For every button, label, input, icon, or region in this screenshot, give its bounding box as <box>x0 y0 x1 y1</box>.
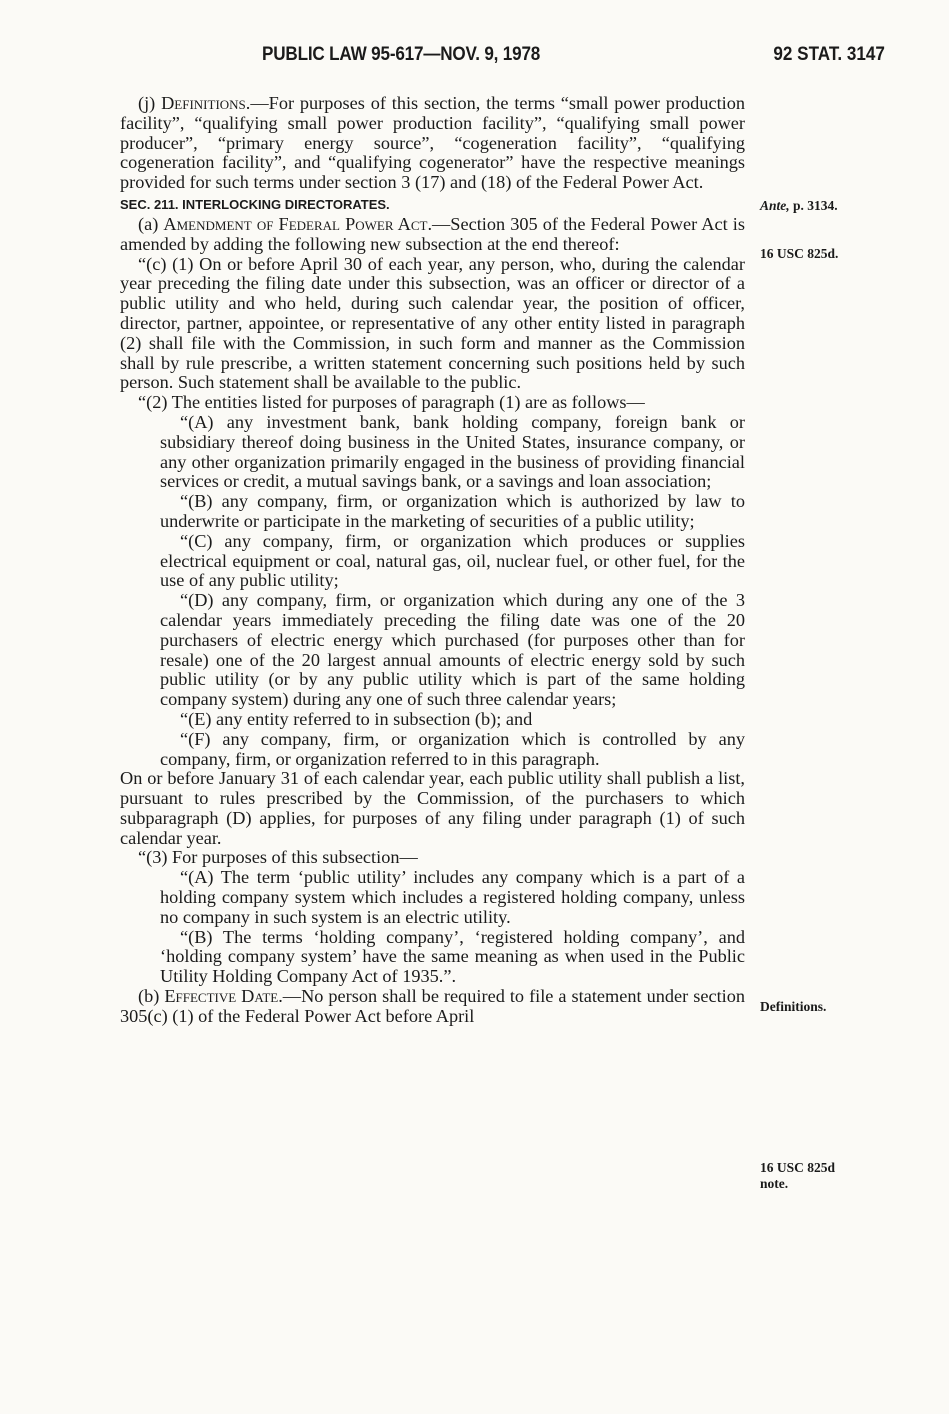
clause-E: “(E) any entity referred to in subsection (b); and <box>180 708 533 729</box>
paragraph-label: (b) <box>138 986 165 1007</box>
margin-note-line: 16 USC 825d <box>760 1160 836 1175</box>
margin-note-ante <box>760 198 838 214</box>
subsection-a <box>120 215 745 255</box>
margin-note-definitions: Definitions. <box>760 999 827 1014</box>
subsection-b <box>120 987 745 1027</box>
paragraph-heading: Effective Date. <box>164 986 283 1007</box>
margin-note-line: note. <box>760 1176 789 1191</box>
purchaser-list-text: On or before January 31 of each calendar year, each public utility shall publish a list, pursuant to rules prescribed by the Commission, of the purchasers to which subparagraph (D) applies, for purposes of any filing under paragraph (1) of such calendar year. <box>120 768 745 848</box>
statute-page-number: 92 STAT. 3147 <box>773 44 885 65</box>
margin-note-usc-825d-note <box>760 1160 835 1192</box>
section-heading: SEC. 211. INTERLOCKING DIRECTORATES. <box>120 196 390 212</box>
paragraph-text: —Section 305 of the Federal Power Act is amended by adding the following new subsection at the end thereof: <box>120 213 745 254</box>
paragraph-j-definitions <box>120 94 745 193</box>
clause-D: “(D) any company, firm, or organization which during any one of the 3 calendar years immediately preceding the filing date was one of the 20 purchasers of electric energy which purchased (for purposes other than for resale) one of the 20 largest annual amounts of electric energy sold by such public utility (or by any public utility which is part of the same holding company system) during any one of such three calendar years; <box>160 590 745 710</box>
margin-note-usc-825d: 16 USC 825d. <box>760 246 839 261</box>
paragraph-label: (j) <box>138 93 162 113</box>
paragraph-heading: Amendment of Federal Power Act. <box>163 213 433 234</box>
clause-F: “(F) any company, firm, or organization which is controlled by any company, firm, or organization referred to in this paragraph. <box>160 728 745 769</box>
law-text-body <box>120 94 745 1027</box>
margin-note-ante-page: p. 3134. <box>793 198 838 213</box>
paragraph-2: “(2) The entities listed for purposes of paragraph (1) are as follows— <box>138 392 645 413</box>
paragraph-text: —No person shall be required to file a statement under section 305(c) (1) of the Federal Power Act before April <box>120 986 746 1026</box>
paragraph-label: (a) <box>138 213 164 234</box>
page-title: PUBLIC LAW 95-617—NOV. 9, 1978 <box>262 44 541 65</box>
page-header <box>0 44 949 74</box>
clause-3B: “(B) The terms ‘holding company’, ‘registered holding company’, and ‘holding company system’ have the same meaning as when used in the Public Utility Holding Company Act of 1935.”. <box>160 926 745 987</box>
clause-3A: “(A) The term ‘public utility’ includes any company which is a part of a holding company system which includes a registered holding company, unless no company in such system is an electric utility. <box>160 867 745 927</box>
paragraph-heading: Definitions. <box>161 93 251 113</box>
clause-A: “(A) any investment bank, bank holding company, foreign bank or subsidiary thereof doing business in the United States, insurance company, or any other organization primarily engaged in the business of providing financial services or credit, a mutual savings bank, or a savings and loan association; <box>160 411 745 492</box>
paragraph-text: —For purposes of this section, the terms “small power production facility”, “qualifying small power production facility”, “qualifying small power producer”, “primary energy source”, “cogeneration facility”, “qualifying cogeneration facility”, and “qualifying cogenerator” have the respective meanings provided for such terms under section 3 (17) and (18) of the Federal Power Act. <box>120 93 746 193</box>
paragraph-3: “(3) For purposes of this subsection— <box>138 847 418 868</box>
margin-note-ante-italic: Ante, <box>760 198 790 213</box>
clause-B: “(B) any company, firm, or organization which is authorized by law to underwrite or participate in the marketing of securities of a public utility; <box>160 491 745 531</box>
paragraph-c1: “(c) (1) On or before April 30 of each year, any person, who, during the calendar year preceding the filing date under this subsection, was an officer or director of a public utility and who held, during such calendar year, the position of officer, director, partner, appointee, or representative of any other entity listed in paragraph (2) shall file with the Commission, in such form and manner as the Commission shall by rule prescribe, a written statement concerning such positions held by such person. Such statement shall be available to the public. <box>120 253 745 393</box>
clause-C: “(C) any company, firm, or organization which produces or supplies electrical equipment or coal, natural gas, oil, nuclear fuel, or other fuel, for the use of any public utility; <box>160 530 745 591</box>
